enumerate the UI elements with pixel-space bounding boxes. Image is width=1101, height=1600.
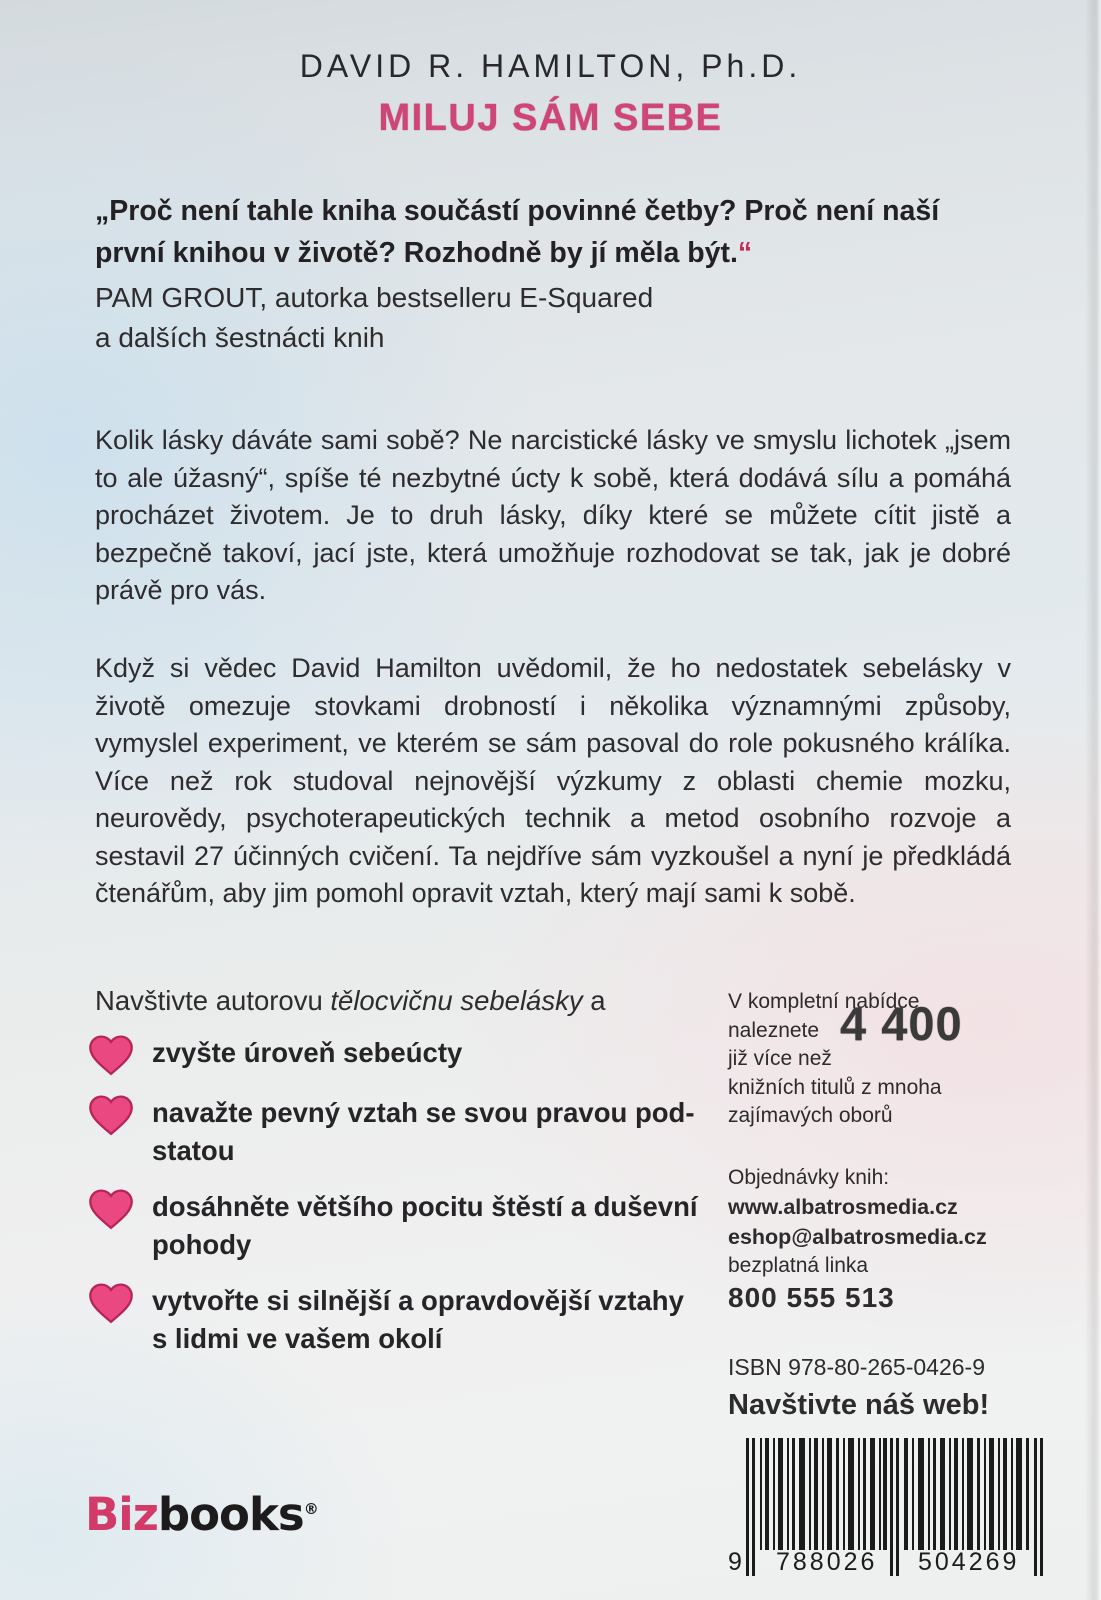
benefit-item <box>88 1034 718 1076</box>
isbn-number: ISBN 978-80-265-0426-9 <box>728 1353 985 1380</box>
gym-intro-italic: tělocvičnu sebelásky <box>330 985 583 1016</box>
orders-heading: Objednávky knih: <box>728 1165 890 1189</box>
publisher-info-column <box>728 988 1028 1588</box>
benefit-line: s lidmi ve vašem okolí <box>152 1323 443 1354</box>
benefit-item <box>88 1188 718 1264</box>
description-paragraph-1: Kolik lásky dáváte sami sobě? Ne narcistické lásky ve smyslu lichotek „jsem to ale úžasný“, spíše té nezbytné úcty k sobě, která dodává sílu a pomáhá procházet životem. Je to druh lásky, díky které se můžete cítit jistě a bezpečně takoví, jací jste, která umožňuje rozhodovat se tak, jak je dobré právě pro vás. <box>95 425 1011 605</box>
catalog-offer <box>728 988 1028 1131</box>
orders-website: www.albatrosmedia.cz <box>728 1194 958 1219</box>
benefit-line: navažte pevný vztah se svou pravou pod- <box>152 1097 695 1128</box>
barcode <box>728 1438 1048 1588</box>
offer-line: zajímavých oborů <box>728 1104 893 1127</box>
barcode-digit-group: 788026 <box>776 1547 878 1576</box>
heart-icon <box>88 1094 134 1136</box>
benefit-text <box>152 1188 698 1264</box>
orders-phone-number: 800 555 513 <box>728 1281 895 1313</box>
barcode-digit-group: 9 <box>728 1547 742 1576</box>
bizbooks-logo <box>85 1488 319 1541</box>
gym-intro-line <box>95 985 606 1017</box>
barcode-digit-group: 504269 <box>918 1547 1020 1576</box>
benefit-line: statou <box>152 1135 235 1166</box>
gym-intro-prefix: Navštivte autorovu <box>95 985 331 1016</box>
logo-books: books <box>157 1488 304 1541</box>
review-quote <box>95 190 1011 274</box>
benefit-text <box>152 1282 684 1358</box>
offer-line: knižních titulů z mnoha <box>728 1075 942 1099</box>
benefit-item <box>88 1282 718 1358</box>
heart-icon <box>88 1034 134 1076</box>
orders-block <box>728 1164 1028 1316</box>
heart-icon <box>88 1188 134 1230</box>
quote-text: „Proč není tahle kniha součástí povinné četby? Proč není naší první knihou v životě? Rozhodně by jí měla být. <box>95 195 940 269</box>
attribution-line: PAM GROUT, autorka bestselleru E-Squared <box>95 282 654 313</box>
heart-icon <box>88 1282 134 1324</box>
titles-count: 4 400 <box>840 997 963 1050</box>
benefit-line: dosáhněte většího pocitu štěstí a duševní <box>152 1191 698 1222</box>
quote-closing-mark: “ <box>737 237 753 269</box>
page-edge-shadow <box>1085 0 1101 1600</box>
registered-mark: ® <box>303 1500 319 1518</box>
book-title: MILUJ SÁM SEBE <box>378 97 723 139</box>
logo-biz: Biz <box>85 1488 158 1541</box>
orders-email: eshop@albatrosmedia.cz <box>728 1224 987 1249</box>
author-name: DAVID R. HAMILTON, Ph.D. <box>299 48 802 84</box>
benefits-list <box>88 1034 718 1376</box>
gym-intro-suffix: a <box>582 985 606 1016</box>
benefit-text <box>152 1094 695 1170</box>
orders-phone-label: bezplatná linka <box>728 1253 869 1277</box>
benefit-item <box>88 1094 718 1170</box>
benefit-line: pohody <box>152 1229 252 1260</box>
benefit-line: zvyšte úroveň sebeúcty <box>152 1037 463 1068</box>
attribution-line: a dalších šestnácti knih <box>95 322 385 353</box>
offer-line: V kompletní nabídce <box>728 990 920 1013</box>
barcode-digits <box>728 1546 1048 1580</box>
description-paragraph-2: Když si vědec David Hamilton uvědomil, že ho nedostatek sebelásky v životě omezuje stovkami drobností i několika významnými způsoby, vymyslel experiment, ve kterém se sám pasoval do role pokusného králíka. Více než rok studoval nejnovější výzkumy z oblasti chemie mozku, neurovědy, psychoterapeutických technik a metod osobního rozvoje a sestavil 27 účinných cvičení. Ta nejdříve sám vyzkoušel a nyní je předkládá čtenářům, aby jim pomohl opravit vztah, který mají sami k sobě. <box>95 653 1011 908</box>
quote-attribution <box>95 278 1011 358</box>
benefit-line: vytvořte si silnější a opravdovější vztahy <box>152 1285 684 1316</box>
web-cta: Navštivte náš web! <box>728 1388 990 1421</box>
offer-line: naleznete <box>728 1018 820 1042</box>
benefit-text <box>152 1034 462 1072</box>
offer-line: již více než <box>728 1047 832 1070</box>
